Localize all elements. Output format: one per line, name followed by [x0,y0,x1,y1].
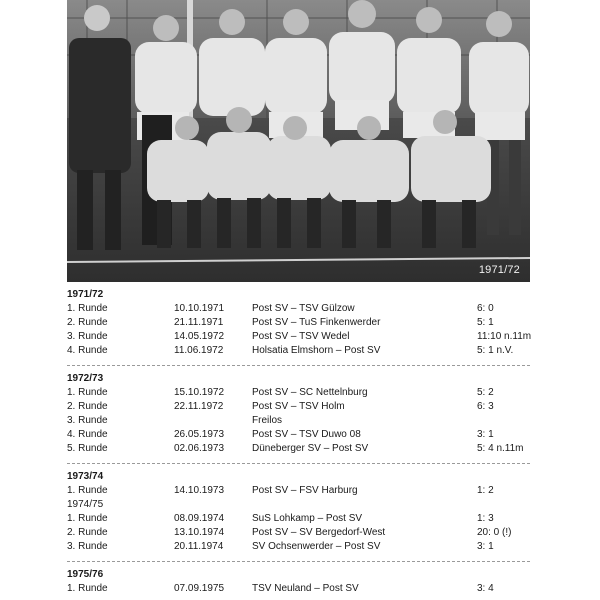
date-cell: 13.10.1974 [174,527,225,538]
match-cell: Post SV – FSV Harburg [252,485,358,496]
round-cell: 4. Runde [67,429,108,440]
date-cell: 08.09.1974 [174,513,225,524]
round-cell: 5. Runde [67,443,108,454]
table-row [67,344,530,358]
score-cell: 6: 3 [477,401,494,412]
table-row [67,386,530,400]
table-row [67,302,530,316]
season-block [67,288,530,358]
match-cell: Post SV – TSV Gülzow [252,303,355,314]
date-cell: 10.10.1971 [174,303,225,314]
match-cell: Post SV – TSV Duwo 08 [252,429,361,440]
table-row [67,330,530,344]
team-photo-illustration [67,0,530,282]
match-cell: Post SV – TSV Wedel [252,331,350,342]
round-cell: 1. Runde [67,485,108,496]
match-cell: Holsatia Elmshorn – Post SV [252,345,381,356]
table-row [67,428,530,442]
round-cell: 1. Runde [67,387,108,398]
season-block [67,568,530,596]
score-cell: 3: 4 [477,583,494,594]
score-cell: 1: 2 [477,485,494,496]
section-divider [67,463,530,464]
round-cell: 3. Runde [67,541,108,552]
season-title: 1972/73 [67,373,104,384]
score-cell: 11:10 n.11m [477,331,532,342]
table-row [67,414,530,428]
date-cell: 07.09.1975 [174,583,225,594]
score-cell: 20: 0 (!) [477,527,512,538]
date-cell: 21.11.1971 [174,317,224,328]
match-cell: Freilos [252,415,283,426]
score-cell: 5: 4 n.11m [477,443,524,454]
season-block [67,372,530,456]
date-cell: 20.11.1974 [174,541,224,552]
table-row [67,316,530,330]
season-block [67,470,530,554]
cup-results-list [67,288,530,596]
round-cell: 1. Runde [67,303,108,314]
date-cell: 14.05.1972 [174,331,225,342]
date-cell: 26.05.1973 [174,429,225,440]
date-cell: 11.06.1972 [174,345,224,356]
score-cell: 5: 2 [477,387,494,398]
date-cell: 14.10.1973 [174,485,225,496]
match-cell: TSV Neuland – Post SV [252,583,359,594]
round-cell: 1. Runde [67,583,108,594]
score-cell: 3: 1 [477,429,494,440]
match-cell: Post SV – TSV Holm [252,401,345,412]
score-cell: 5: 1 n.V. [477,345,514,356]
round-cell: 2. Runde [67,317,108,328]
season-title: 1975/76 [67,569,104,580]
match-cell: SV Ochsenwerder – Post SV [252,541,381,552]
section-divider [67,561,530,562]
match-cell: Post SV – SV Bergedorf-West [252,527,386,538]
score-cell: 5: 1 [477,317,494,328]
match-cell: Post SV – SC Nettelnburg [252,387,368,398]
date-cell: 02.06.1973 [174,443,225,454]
date-cell: 22.11.1972 [174,401,224,412]
score-cell: 6: 0 [477,303,494,314]
sub-season-title: 1974/75 [67,499,104,510]
match-cell: Post SV – TuS Finkenwerder [252,317,381,328]
table-row [67,582,530,596]
section-divider [67,365,530,366]
table-row [67,540,530,554]
match-cell: SuS Lohkamp – Post SV [252,513,363,524]
team-photo [67,0,530,282]
table-row [67,400,530,414]
round-cell: 1. Runde [67,513,108,524]
round-cell: 2. Runde [67,527,108,538]
season-title: 1973/74 [67,471,104,482]
score-cell: 3: 1 [477,541,494,552]
table-row [67,512,530,526]
round-cell: 2. Runde [67,401,108,412]
table-row [67,526,530,540]
photo-caption: 1971/72 [478,264,520,276]
round-cell: 3. Runde [67,415,108,426]
round-cell: 4. Runde [67,345,108,356]
season-title: 1971/72 [67,289,104,300]
score-cell: 1: 3 [477,513,494,524]
table-row [67,484,530,498]
match-cell: Düneberger SV – Post SV [252,443,369,454]
date-cell: 15.10.1972 [174,387,225,398]
table-row [67,442,530,456]
round-cell: 3. Runde [67,331,108,342]
